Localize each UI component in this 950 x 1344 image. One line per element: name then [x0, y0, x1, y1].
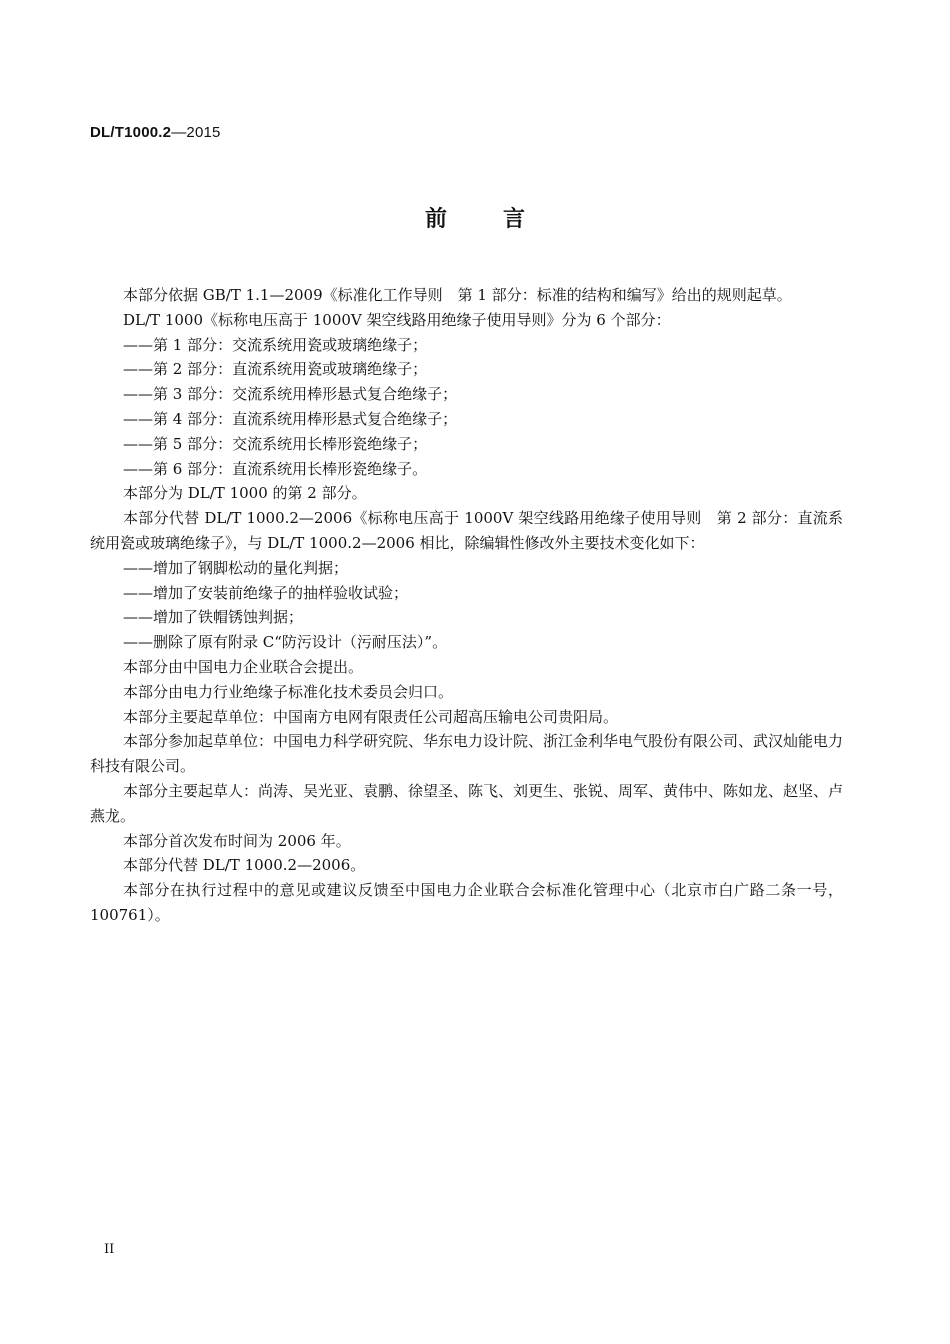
list-item-change-2: ——增加了安装前绝缘子的抽样验收试验；	[123, 583, 409, 602]
list-item-part-6: ——第 6 部分：直流系统用长棒形瓷绝缘子。	[123, 459, 428, 478]
paragraph-main-drafters: 本部分主要起草人：尚涛、吴光亚、袁鹏、徐望圣、陈飞、刘更生、张锐、周军、黄伟中、陈如龙、赵坚、卢燕龙。	[90, 781, 844, 825]
list-item-change-1: ——增加了钢脚松动的量化判据；	[123, 558, 349, 577]
standard-code-header	[90, 124, 221, 141]
list-item-part-2: ——第 2 部分：直流系统用瓷或玻璃绝缘子；	[123, 360, 428, 379]
list-item-change-4: ——删除了原有附录 C“防污设计（污耐压法）”。	[123, 633, 448, 652]
preface-body	[90, 283, 843, 928]
paragraph-replaces: 本部分代替 DL/T 1000.2—2006。	[123, 856, 366, 875]
title-char-right: 言	[503, 207, 526, 232]
paragraph-managed-by: 本部分由电力行业绝缘子标准化技术委员会归口。	[123, 682, 454, 701]
paragraph-main-drafting-unit: 本部分主要起草单位：中国南方电网有限责任公司超高压输电公司贵阳局。	[123, 707, 619, 726]
paragraph-participating-units: 本部分参加起草单位：中国电力科学研究院、华东电力设计院、浙江金利华电气股份有限公司、武汉灿能电力科技有限公司。	[90, 732, 844, 776]
standard-code: DL/T1000.2	[90, 124, 172, 141]
paragraph-parts-intro: DL/T 1000《标称电压高于 1000V 架空线路用绝缘子使用导则》分为 6 个部分：	[123, 310, 671, 329]
list-item-part-3: ——第 3 部分：交流系统用棒形悬式复合绝缘子；	[123, 385, 458, 404]
list-item-part-5: ——第 5 部分：交流系统用长棒形瓷绝缘子；	[123, 434, 428, 453]
paragraph-this-part: 本部分为 DL/T 1000 的第 2 部分。	[123, 484, 367, 503]
list-item-part-1: ——第 1 部分：交流系统用瓷或玻璃绝缘子；	[123, 335, 428, 354]
page-title	[0, 202, 950, 233]
standard-year: —2015	[171, 124, 221, 141]
paragraph-proposed-by: 本部分由中国电力企业联合会提出。	[123, 657, 364, 676]
list-item-change-3: ——增加了铁帽锈蚀判据；	[123, 608, 304, 627]
paragraph-replacement: 本部分代替 DL/T 1000.2—2006《标称电压高于 1000V 架空线路用绝缘子使用导则 第 2 部分：直流系统用瓷或玻璃绝缘子》，与 DL/T 1000.2—2006 相比，除编辑性修改外主要技术变化如下：	[90, 509, 843, 552]
page-number: II	[104, 1242, 115, 1257]
paragraph-drafting-rules: 本部分依据 GB/T 1.1—2009《标准化工作导则 第 1 部分：标准的结构和编写》给出的规则起草。	[123, 286, 792, 304]
paragraph-first-release: 本部分首次发布时间为 2006 年。	[123, 831, 351, 850]
list-item-part-4: ——第 4 部分：直流系统用棒形悬式复合绝缘子；	[123, 409, 458, 428]
paragraph-feedback: 本部分在执行过程中的意见或建议反馈至中国电力企业联合会标准化管理中心（北京市白广路二条一号，100761）。	[90, 881, 843, 924]
title-char-left: 前	[424, 207, 447, 232]
